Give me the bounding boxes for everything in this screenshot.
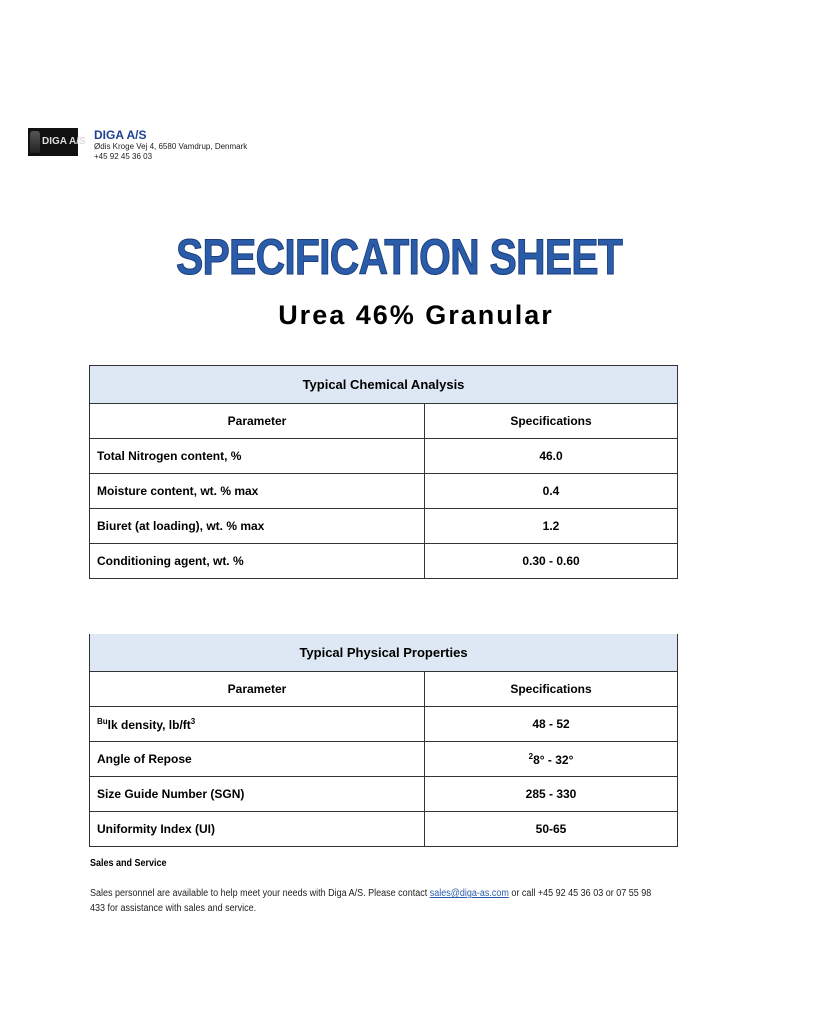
logo-figure-icon [30, 131, 40, 153]
column-header-parameter: Parameter [90, 404, 425, 439]
parameter-cell: Uniformity Index (UI) [90, 812, 425, 847]
parameter-superscript: 3 [190, 716, 196, 726]
table-row [90, 474, 678, 509]
parameter-cell: Angle of Repose [90, 742, 425, 777]
table-row [90, 544, 678, 579]
column-header-specifications: Specifications [425, 404, 678, 439]
chemical-analysis-table [89, 365, 678, 579]
spec-cell: 0.4 [425, 474, 678, 509]
spec-cell: 48 - 52 [425, 707, 678, 742]
page-title: SPECIFICATION SHEET [175, 229, 623, 285]
sales-paragraph [90, 886, 666, 916]
spec-text: 8° - 32° [533, 752, 574, 767]
spec-cell: 285 - 330 [425, 777, 678, 812]
sales-email-link[interactable]: sales@diga-as.com [429, 888, 509, 899]
sales-text-after: or call +45 92 45 36 03 or 07 55 98 433 for assistance with sales and service. [90, 888, 652, 914]
parameter-cell: Size Guide Number (SGN) [90, 777, 425, 812]
spec-cell: 46.0 [425, 439, 678, 474]
parameter-text: lk density, lb/ft [107, 717, 191, 732]
company-name: DIGA A/S [94, 128, 147, 142]
physical-properties-table [89, 634, 678, 847]
parameter-cell: Conditioning agent, wt. % [90, 544, 425, 579]
company-info [94, 128, 247, 162]
spec-cell: 50-65 [425, 812, 678, 847]
company-logo [28, 128, 86, 156]
spec-prefix: 2 [528, 751, 534, 761]
parameter-cell [90, 707, 425, 742]
table-row [90, 509, 678, 544]
sales-text-before: Sales personnel are available to help meet your needs with Diga A/S. Please contact [90, 888, 430, 899]
sales-heading: Sales and Service [90, 858, 167, 869]
parameter-cell: Total Nitrogen content, % [90, 439, 425, 474]
column-header-parameter: Parameter [90, 672, 425, 707]
table-row [90, 707, 678, 742]
company-phone: +45 92 45 36 03 [94, 152, 153, 161]
letterhead [28, 128, 247, 162]
product-name: Urea 46% Granular [278, 300, 554, 330]
logo-text: DIGA A/S [42, 136, 86, 147]
table-row [90, 742, 678, 777]
parameter-cell: Biuret (at loading), wt. % max [90, 509, 425, 544]
table-row [90, 777, 678, 812]
table-row [90, 812, 678, 847]
table-caption: Typical Chemical Analysis [90, 366, 678, 404]
spec-cell: 0.30 - 0.60 [425, 544, 678, 579]
parameter-cell: Moisture content, wt. % max [90, 474, 425, 509]
parameter-prefix: Bu [97, 716, 108, 726]
table-caption: Typical Physical Properties [90, 634, 678, 672]
column-header-specifications: Specifications [425, 672, 678, 707]
spec-cell [425, 742, 678, 777]
company-address: Ødis Kroge Vej 4, 6580 Vamdrup, Denmark [94, 142, 248, 151]
table-row [90, 439, 678, 474]
spec-cell: 1.2 [425, 509, 678, 544]
